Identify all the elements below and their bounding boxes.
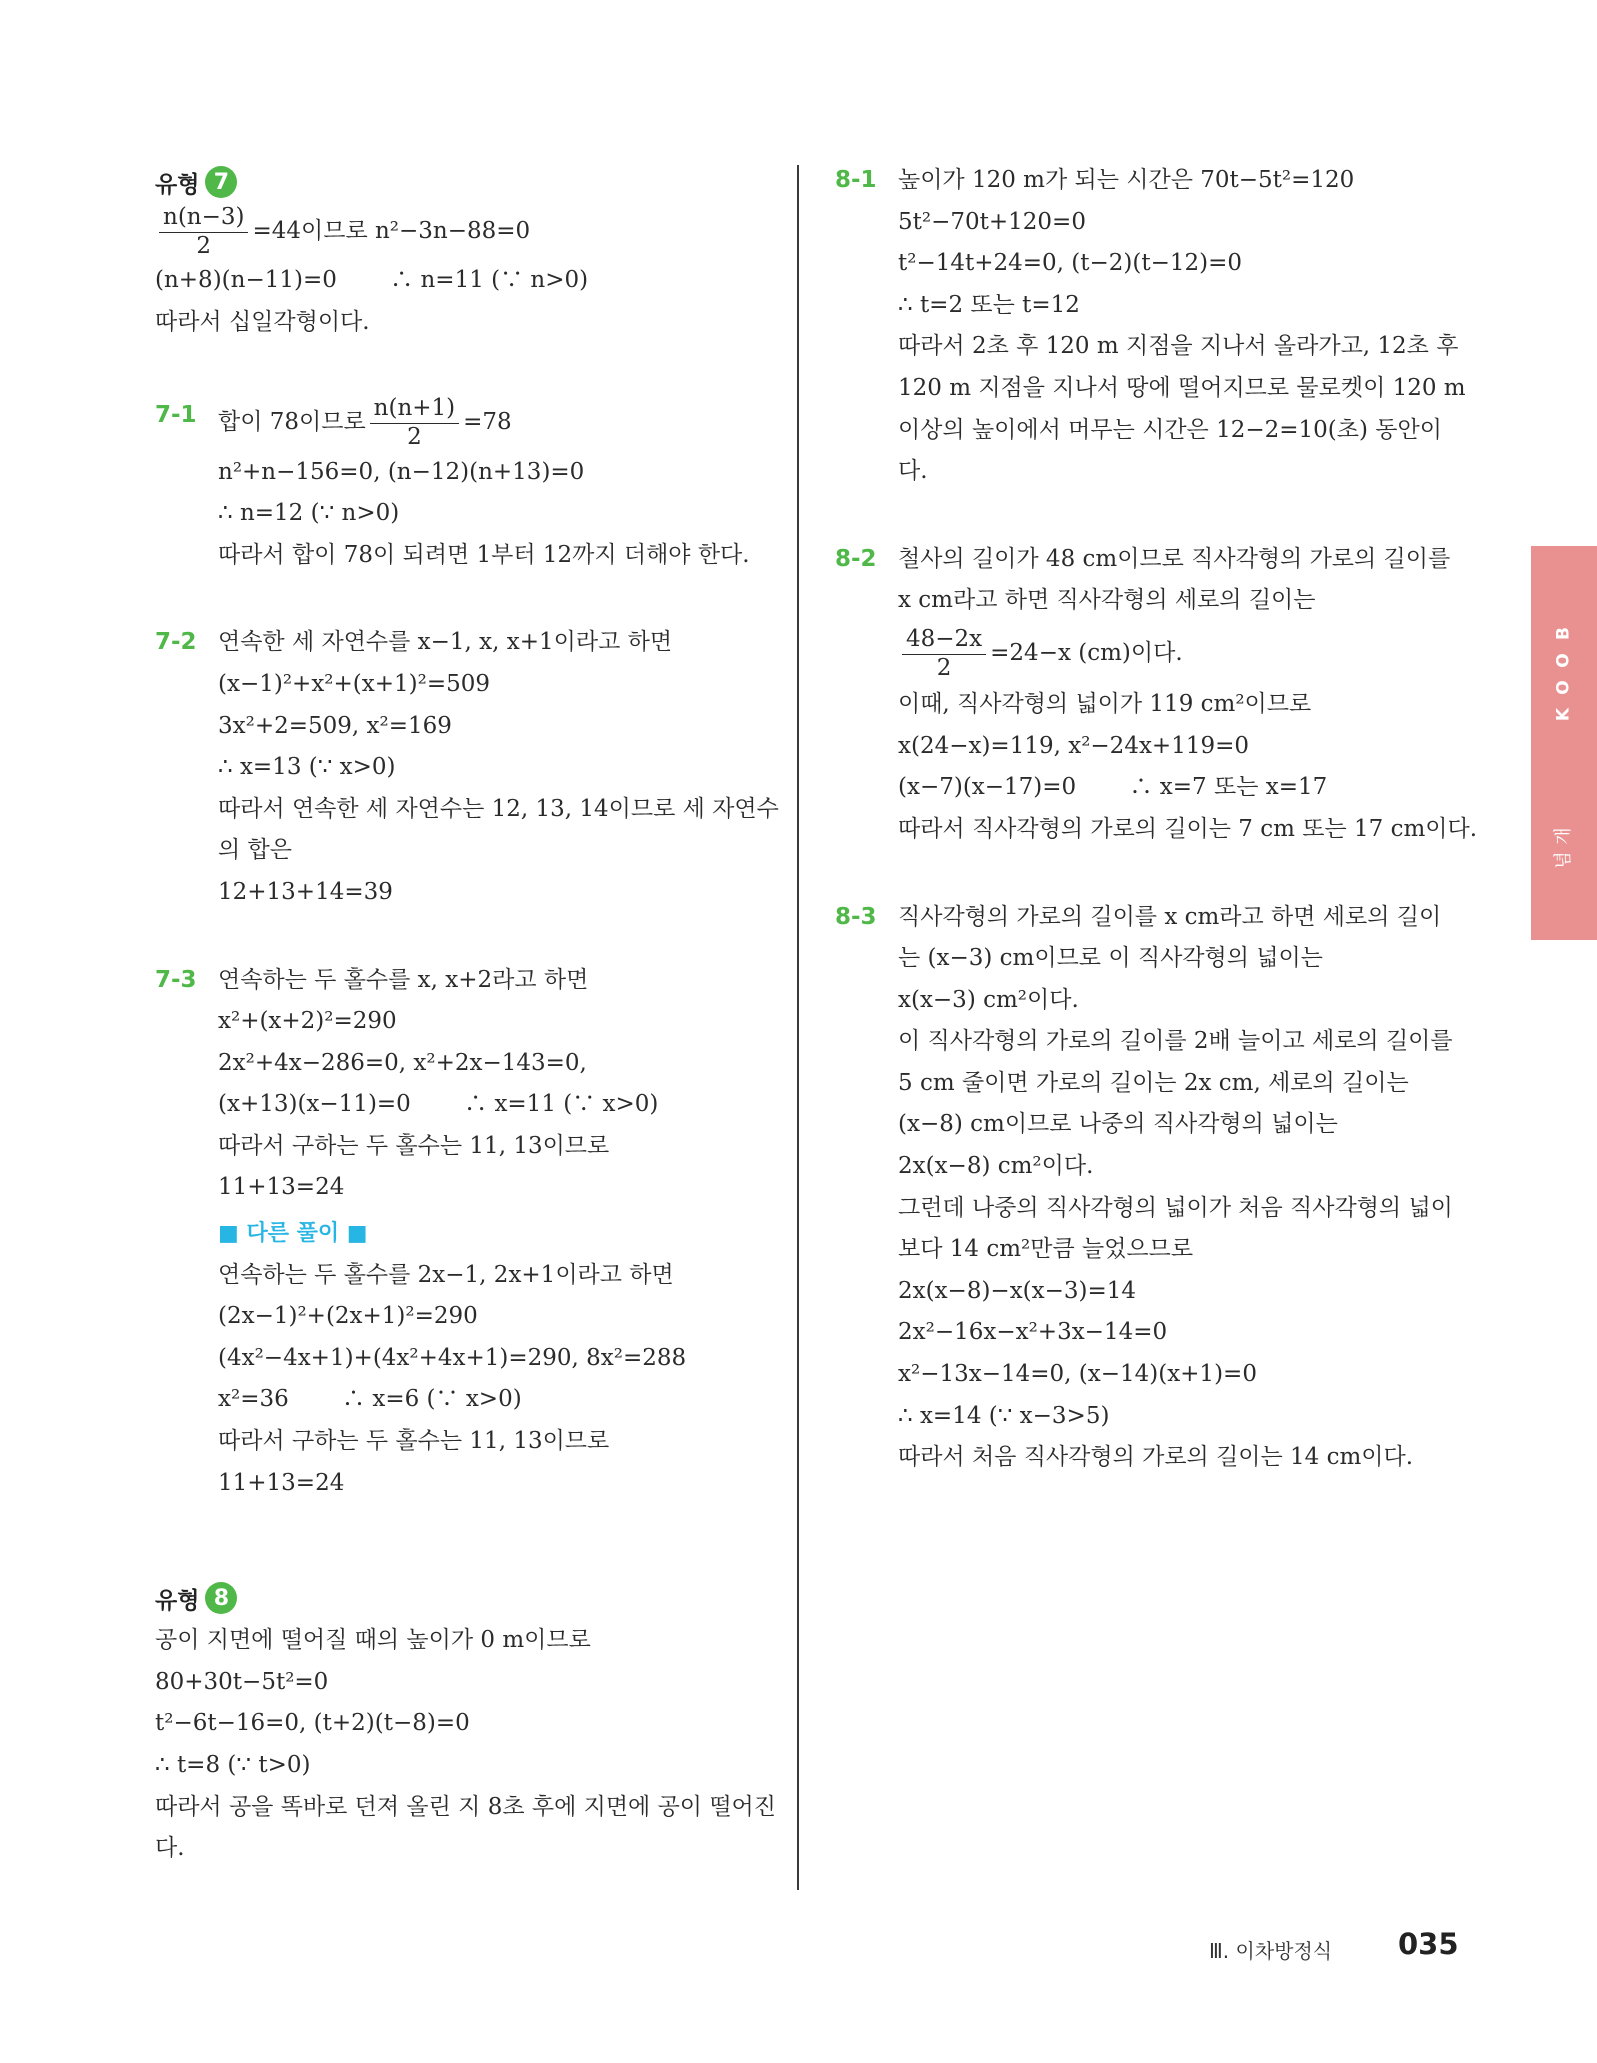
text-line: 따라서 구하는 두 홀수는 11, 13이므로 bbox=[218, 1132, 610, 1159]
text-line: 의 합은 bbox=[218, 837, 292, 864]
text-line: 직사각형의 가로의 길이를 x cm라고 하면 세로의 길이 bbox=[898, 903, 1442, 930]
alternative-solution-label: ■ 다른 풀이 ■ bbox=[218, 1221, 368, 1247]
text-line: 다. bbox=[155, 1835, 185, 1862]
text-line: 2x²+4x−286=0, x²+2x−143=0, bbox=[218, 1049, 587, 1076]
text-line: 이때, 직사각형의 넓이가 119 cm²이므로 bbox=[898, 691, 1312, 718]
problem-number: 8-3 bbox=[835, 903, 877, 930]
text-line: 12+13+14=39 bbox=[218, 878, 393, 905]
text-line: 120 m 지점을 지나서 땅에 떨어지므로 물로켓이 120 m bbox=[898, 374, 1466, 401]
fraction: $\frac{n(n+1)}{2}$ bbox=[370, 395, 459, 451]
problem-8-1 bbox=[835, 160, 1466, 493]
text-line: (x−1)²+x²+(x+1)²=509 bbox=[218, 670, 490, 697]
type-7-lines bbox=[155, 260, 770, 343]
text-line: 5 cm 줄이면 가로의 길이는 2x cm, 세로의 길이는 bbox=[898, 1069, 1409, 1096]
text-line: ∴ x=13 (∵ x>0) bbox=[218, 754, 396, 781]
text-line: 80+30t−5t²=0 bbox=[155, 1668, 329, 1695]
text-line: t²−6t−16=0, (t+2)(t−8)=0 bbox=[155, 1710, 470, 1737]
side-tab-char: O bbox=[1553, 653, 1574, 668]
fraction: $\frac{n(n-3)}{2}$ bbox=[159, 204, 248, 260]
text-line: (n+8)(n−11)=0 ∴ n=11 (∵ n>0) bbox=[155, 267, 589, 294]
problem-number: 7-2 bbox=[155, 629, 197, 656]
text-line: (4x²−4x+1)+(4x²+4x+1)=290, 8x²=288 bbox=[218, 1344, 687, 1371]
text-line: 따라서 공을 똑바로 던져 올린 지 8초 후에 지면에 공이 떨어진 bbox=[155, 1793, 776, 1820]
problem-8-2-fraction-line: $\frac{48-2x}{2}$ =24−x (cm)이다. bbox=[835, 626, 1450, 682]
problem-8-2-lines bbox=[835, 539, 1450, 622]
text-line: 2x²−16x−x²+3x−14=0 bbox=[898, 1319, 1168, 1346]
problem-7-3-lines bbox=[155, 960, 770, 1210]
type-7-fraction-line: $\frac{n(n-3)}{2}$ =44이므로 n²−3n−88=0 bbox=[155, 204, 770, 260]
text-line: ∴ x=14 (∵ x−3>5) bbox=[898, 1402, 1110, 1429]
side-tab-char: B bbox=[1553, 627, 1574, 640]
text-line: 2x(x−8) cm²이다. bbox=[898, 1153, 1094, 1180]
text-line: x(24−x)=119, x²−24x+119=0 bbox=[898, 732, 1249, 759]
text-line: 그런데 나중의 직사각형의 넓이가 처음 직사각형의 넓이 bbox=[898, 1194, 1453, 1221]
text-line: x²−13x−14=0, (x−14)(x+1)=0 bbox=[898, 1361, 1257, 1388]
text-line: 이 직사각형의 가로의 길이를 2배 늘이고 세로의 길이를 bbox=[898, 1028, 1453, 1055]
text-line: 3x²+2=509, x²=169 bbox=[218, 712, 452, 739]
text-line: 연속하는 두 홀수를 2x−1, 2x+1이라고 하면 bbox=[218, 1261, 674, 1288]
left-column bbox=[155, 160, 779, 1870]
text-line: 5t²−70t+120=0 bbox=[898, 208, 1086, 235]
problem-number: 7-1 bbox=[155, 402, 197, 429]
side-tab-char: 념 bbox=[1553, 851, 1574, 869]
page-number: 035 bbox=[1398, 1927, 1459, 1961]
problem-7-1-fraction-line: 합이 78이므로 $\frac{n(n+1)}{2}$ =78 bbox=[218, 395, 512, 450]
text-line: 다. bbox=[898, 458, 928, 485]
text-line: (x−7)(x−17)=0 ∴ x=7 또는 x=17 bbox=[898, 774, 1328, 801]
column-divider bbox=[797, 165, 799, 1890]
text-line: 따라서 직사각형의 가로의 길이는 7 cm 또는 17 cm이다. bbox=[898, 815, 1478, 842]
side-tab-book bbox=[1531, 620, 1597, 728]
type-label: 유형 bbox=[155, 171, 200, 198]
text-line: 따라서 구하는 두 홀수는 11, 13이므로 bbox=[218, 1428, 610, 1455]
problem-number: 7-3 bbox=[155, 966, 197, 993]
text-line: 11+13=24 bbox=[218, 1469, 345, 1496]
side-tab-char: K bbox=[1553, 707, 1574, 722]
problem-7-3 bbox=[155, 960, 770, 1505]
problem-number: 8-1 bbox=[835, 167, 877, 193]
text-line: 높이가 120 m가 되는 시간은 70t−5t²=120 bbox=[898, 167, 1355, 193]
text-line: n²+n−156=0, (n−12)(n+13)=0 bbox=[218, 458, 585, 485]
problem-8-3-lines bbox=[835, 897, 1453, 1479]
text-line: 따라서 연속한 세 자연수는 12, 13, 14이므로 세 자연수 bbox=[218, 795, 779, 822]
footer-chapter: Ⅲ. 이차방정식 bbox=[1209, 1939, 1333, 1963]
type-7-heading bbox=[155, 160, 770, 204]
text-line: 따라서 처음 직사각형의 가로의 길이는 14 cm이다. bbox=[898, 1444, 1414, 1471]
side-tab-char: 개 bbox=[1553, 827, 1574, 845]
text-line: ∴ t=2 또는 t=12 bbox=[898, 291, 1080, 318]
problem-8-1-lines bbox=[835, 160, 1466, 493]
text-line: (2x−1)²+(2x+1)²=290 bbox=[218, 1303, 478, 1330]
text-line: 11+13=24 bbox=[218, 1174, 345, 1201]
text-line: x cm라고 하면 직사각형의 세로의 길이는 bbox=[898, 587, 1316, 614]
text-line: (x+13)(x−11)=0 ∴ x=11 (∵ x>0) bbox=[218, 1091, 659, 1118]
text-line: 이상의 높이에서 머무는 시간은 12−2=10(초) 동안이 bbox=[898, 416, 1442, 443]
problem-8-3 bbox=[835, 897, 1453, 1479]
text-line: t²−14t+24=0, (t−2)(t−12)=0 bbox=[898, 250, 1243, 277]
alternative-solution-lines bbox=[155, 1255, 770, 1505]
side-tab bbox=[1531, 546, 1597, 940]
text-line: 2x(x−8)−x(x−3)=14 bbox=[898, 1277, 1137, 1304]
text-line: 연속한 세 자연수를 x−1, x, x+1이라고 하면 bbox=[218, 629, 673, 656]
text-line: ∴ n=12 (∵ n>0) bbox=[218, 500, 400, 527]
problem-7-2 bbox=[155, 622, 779, 913]
side-tab-label bbox=[1531, 824, 1597, 872]
right-column bbox=[835, 160, 1478, 1479]
type-8-heading bbox=[155, 1576, 770, 1620]
text-line: x(x−3) cm²이다. bbox=[898, 986, 1079, 1013]
text-line: (x−8) cm이므로 나중의 직사각형의 넓이는 bbox=[898, 1111, 1338, 1138]
type-label: 유형 bbox=[155, 1587, 200, 1614]
text-line: 철사의 길이가 48 cm이므로 직사각형의 가로의 길이를 bbox=[898, 545, 1451, 572]
text-line: 따라서 합이 78이 되려면 1부터 12까지 더해야 한다. bbox=[218, 541, 750, 568]
fraction: $\frac{48-2x}{2}$ bbox=[902, 626, 986, 682]
type-8-lines bbox=[155, 1620, 776, 1870]
type-number-badge: 7 bbox=[205, 166, 237, 198]
type-number-badge: 8 bbox=[205, 1582, 237, 1614]
problem-7-2-lines bbox=[155, 622, 779, 913]
side-tab-char: O bbox=[1553, 680, 1574, 695]
problem-8-2-lines-2 bbox=[835, 684, 1478, 850]
problem-7-1 bbox=[155, 395, 770, 576]
problem-number: 8-2 bbox=[835, 545, 877, 572]
text-line: 따라서 2초 후 120 m 지점을 지나서 올라가고, 12초 후 bbox=[898, 333, 1459, 360]
text-line: 연속하는 두 홀수를 x, x+2라고 하면 bbox=[218, 966, 589, 993]
problem-7-1-lines bbox=[155, 452, 770, 577]
problem-8-2 bbox=[835, 539, 1478, 851]
text-line: x²=36 ∴ x=6 (∵ x>0) bbox=[218, 1386, 522, 1413]
text-line: 보다 14 cm²만큼 늘었으므로 bbox=[898, 1236, 1194, 1263]
text-line: 는 (x−3) cm이므로 이 직사각형의 넓이는 bbox=[898, 945, 1323, 972]
text-line: 따라서 십일각형이다. bbox=[155, 308, 370, 335]
text-line: 공이 지면에 떨어질 때의 높이가 0 m이므로 bbox=[155, 1627, 591, 1654]
text-line: ∴ t=8 (∵ t>0) bbox=[155, 1752, 311, 1778]
text-line: x²+(x+2)²=290 bbox=[218, 1008, 397, 1035]
